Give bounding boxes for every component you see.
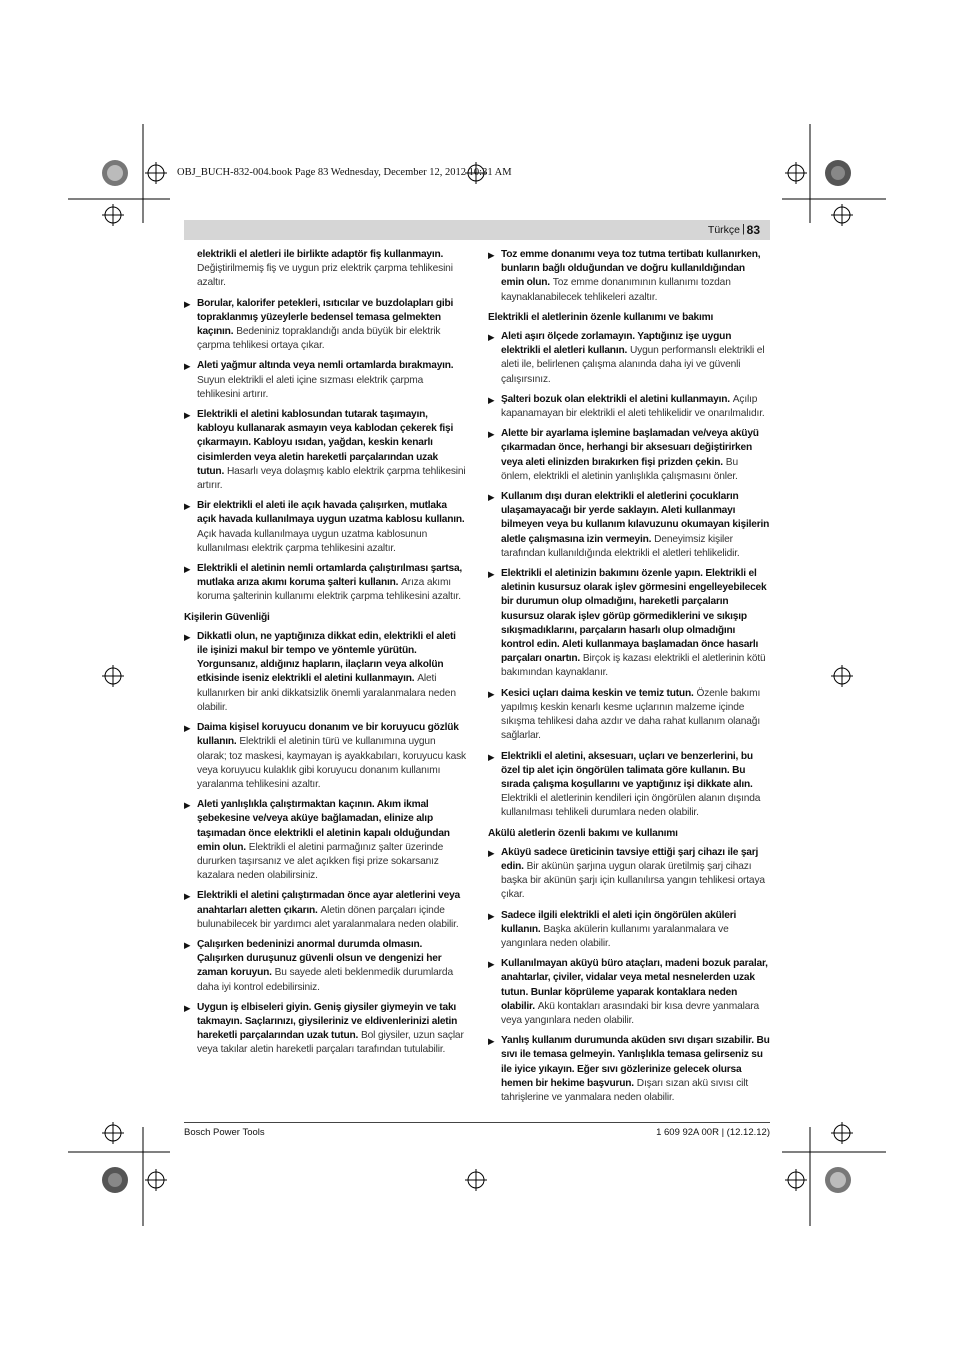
instruction-explanation: Elektrikli el aletini parmağınız şalter üzerinde dururken taşırsanız ve alet açıkken fişi prize sokarsanız kazalara neden olabilirsiniz. xyxy=(197,841,444,882)
instruction-explanation: Bir akünün şarjına uygun olarak üretilmiş şarj cihazı başka bir akünün şarjı için kullanılırsa yangın tehlikesi ortaya çıkar. xyxy=(501,860,765,901)
instruction-emphasis: elektrikli el aletleri ile birlikte adaptör fiş kullanmayın. xyxy=(197,249,444,260)
instruction-emphasis: Sadece ilgili elektrikli el aleti için öngörülen aküleri kullanın. xyxy=(501,909,737,935)
bullet-arrow-icon: ▶ xyxy=(184,1002,191,1013)
bullet-arrow-icon: ▶ xyxy=(184,410,191,421)
instruction-explanation: Dışarı sızan akü sıvısı cilt tahrişlerine ve yanmalara neden olabilir. xyxy=(501,1077,749,1103)
instruction-explanation: Değiştirilmemiş fiş ve uygun priz elektrik çarpma tehlikesini azaltır. xyxy=(197,263,453,289)
instruction-explanation: Aleti kullanırken bir anki dikkatsizlik önemli yaralanmalara neden olabilir. xyxy=(197,673,456,713)
safety-instruction xyxy=(488,393,770,421)
instruction-emphasis: Dikkatli olun, ne yaptığınıza dikkat edin, elektrikli el aleti ile işinizi makul bir tempo ve yöntemle yürütün. Yorgunsanız, aldığınız hapların, ilaçların veya alkolün etkisinde iseniz elektrikli el aletini kullanmayın. xyxy=(197,630,456,685)
instruction-emphasis: Aleti yanlışlıkla çalıştırmaktan kaçının. Akım ikmal şebekesine ve/veya aküye bağlamadan, elinize alıp taşımadan önce elektrikli el aletinin kapalı olduğundan emin olun. xyxy=(197,799,450,853)
section-heading: Elektrikli el aletlerinin özenle kullanımı ve bakımı xyxy=(488,311,714,323)
footer-rule xyxy=(184,1122,770,1123)
safety-instruction xyxy=(488,750,770,821)
instruction-emphasis: Elektrikli el aletinin nemli ortamlarda çalıştırılması şartsa, mutlaka arıza akımı koruma şalteri kullanın. xyxy=(197,563,463,589)
bullet-arrow-icon: ▶ xyxy=(184,298,191,309)
instruction-emphasis: Aleti yağmur altında veya nemli ortamlarda bırakmayın. xyxy=(197,360,454,372)
print-slug-header: OBJ_BUCH-832-004.book Page 83 Wednesday, December 12, 2012 10:31 AM xyxy=(177,167,512,178)
bullet-arrow-icon: ▶ xyxy=(488,751,495,762)
bullet-arrow-icon: ▶ xyxy=(488,569,495,580)
page-header-bar xyxy=(184,220,770,240)
safety-instruction xyxy=(488,567,770,681)
left-column xyxy=(184,248,466,1064)
instruction-emphasis: Aküyü sadece üreticinin tavsiye ettiği şarj cihazı ile şarj edin. xyxy=(501,846,759,872)
section-heading: Kişilerin Güvenliği xyxy=(184,611,270,623)
instruction-emphasis: Borular, kalorifer petekleri, ısıtıcılar ve buzdolapları gibi topraklanmış yüzeylerle bedensel temasa gelmekten kaçının. xyxy=(197,297,454,338)
safety-instruction xyxy=(488,490,770,561)
footer-doc-number: 1 609 92A 00R | (12.12.12) xyxy=(656,1127,770,1138)
bullet-arrow-icon: ▶ xyxy=(488,1036,495,1047)
safety-instruction xyxy=(488,846,770,903)
bullet-arrow-icon: ▶ xyxy=(488,847,495,858)
instruction-emphasis: Bir elektrikli el aleti ile açık havada çalışırken, mutlaka açık havada kullanılmaya uygun uzatma kablosu kullanın. xyxy=(197,500,465,526)
instruction-explanation: Bu önlem, elektrikli el aletinin yanlışlıkla çalışmasını önler. xyxy=(501,456,738,482)
instruction-explanation: Bu sayede aleti beklenmedik durumlarda daha iyi kontrol edebilirsiniz. xyxy=(197,967,453,993)
safety-instruction xyxy=(184,499,466,556)
instruction-explanation: Birçok iş kazası elektrikli el aletlerinin kötü bakımından kaynaklanır. xyxy=(501,653,766,679)
instruction-explanation: Aletin dönen parçaları içinde bulunabilecek bir yardımcı alet yaralanmalara neden olabilir. xyxy=(197,904,459,930)
bullet-arrow-icon: ▶ xyxy=(488,429,495,440)
bullet-arrow-icon: ▶ xyxy=(488,959,495,970)
bullet-arrow-icon: ▶ xyxy=(184,800,191,811)
bullet-arrow-icon: ▶ xyxy=(488,492,495,503)
safety-instruction xyxy=(488,957,770,1028)
safety-instruction xyxy=(488,1034,770,1105)
bullet-arrow-icon: ▶ xyxy=(184,939,191,950)
instruction-emphasis: Alette bir ayarlama işlemine başlamadan ve/veya aküyü çıkarmadan önce, herhangi bir aksesuarı değiştirirken veya aleti elinizden bırakırken fişi prizden çekin. xyxy=(501,428,759,468)
safety-instruction xyxy=(184,630,466,715)
instruction-emphasis: Şalteri bozuk olan elektrikli el aletini kullanmayın. xyxy=(501,393,730,405)
safety-instruction xyxy=(488,248,770,305)
instruction-explanation: Başka akülerin kullanımı yaralanmalara ve yangınlara neden olabilir. xyxy=(501,923,729,949)
instruction-emphasis: Elektrikli el aletini çalıştırmadan önce ayar aletlerini veya anahtarları aletten çıkarın. xyxy=(197,890,461,916)
instruction-emphasis: Elektrikli el aletinizin bakımını özenle yapın. Elektrikli el aletinin kusursuz olarak işlev görmesini engelleyebilecek bir durumun olup olmadığını, hareketli parçaların kusursuz olarak işlev görüp görmediklerini ve sıkışıp sıkışmadıklarını, parçaların hasarlı olup olmadığını kontrol edin. Aleti kullanmaya başlamadan önce hasarlı parçaları onartın. xyxy=(501,568,767,665)
page-language: Türkçe xyxy=(707,224,740,236)
paragraph-continuation xyxy=(197,248,466,291)
instruction-explanation: Açılıp kapanamayan bir elektrikli el aleti tehlikelidir ve onarılmalıdır. xyxy=(501,393,765,420)
bullet-arrow-icon: ▶ xyxy=(488,394,495,405)
safety-instruction xyxy=(184,297,466,354)
instruction-explanation: Açık havada kullanılmaya uygun uzatma kablosunun kullanılması elektrik çarpma tehlikesini azaltır. xyxy=(197,528,428,554)
safety-instruction xyxy=(488,427,770,484)
instruction-explanation: Suyun elektrikli el aleti içine sızması elektrik çarpma tehlikesini artırır. xyxy=(197,374,424,400)
bullet-arrow-icon: ▶ xyxy=(184,723,191,734)
instruction-emphasis: Daima kişisel koruyucu donanım ve bir koruyucu gözlük kullanın. xyxy=(197,722,459,748)
bullet-arrow-icon: ▶ xyxy=(184,891,191,902)
instruction-explanation: Akü kontakları arasındaki bir kısa devre yanmalara veya yangınlara neden olabilir. xyxy=(501,1000,759,1026)
instruction-explanation: Hasarlı veya dolaşmış kablo elektrik çarpma tehlikesini artırır. xyxy=(197,465,466,492)
instruction-emphasis: Elektrikli el aletini, aksesuarı, uçları ve benzerlerini, bu özel tip alet için öngörülen talimata göre kullanın. Bu sırada çalışma koşullarını ve yaptığınız işi dikkate alın. xyxy=(501,750,753,790)
instruction-explanation: Uygun performanslı elektrikli el aleti ile, belirlenen çalışma alanında daha iyi ve güvenli çalışırsınız. xyxy=(501,345,765,385)
safety-instruction xyxy=(184,1001,466,1058)
instruction-emphasis: Aleti aşırı ölçede zorlamayın. Yaptığınız işe uygun elektrikli el aletleri kullanın. xyxy=(501,331,732,357)
bullet-arrow-icon: ▶ xyxy=(488,332,495,343)
instruction-emphasis: Yanlış kullanım durumunda aküden sıvı dışarı sızabilir. Bu sıvı ile temasa gelmeyin. Yanlışlıkla temasa gelirseniz su ile iyice yıkayın. Eğer sıvı gözlerinize gelecek olursa hemen bir hekime başvurun. xyxy=(501,1035,770,1089)
instruction-explanation: Bedeniniz topraklandığı anda büyük bir elektrik çarpma tehlikesi ortaya çıkar. xyxy=(197,326,441,352)
instruction-explanation: Deneyimsiz kişiler tarafından kullanıldığında elektrikli el aletleri tehlikelidir. xyxy=(501,533,740,559)
bullet-arrow-icon: ▶ xyxy=(184,501,191,512)
right-column xyxy=(488,248,770,1111)
safety-instruction xyxy=(184,408,466,493)
bullet-arrow-icon: ▶ xyxy=(184,361,191,372)
instruction-explanation: Toz emme donanımının kullanımı tozdan kaynaklanabilecek tehlikeleri azaltır. xyxy=(501,277,731,303)
instruction-emphasis: Uygun iş elbiseleri giyin. Geniş giysiler giymeyin ve takı takmayın. Saçlarınızı, giysileriniz ve eldivenlerinizi aletin hareketli parçalarından uzak tutun. xyxy=(197,1001,458,1042)
instruction-emphasis: Kullanım dışı duran elektrikli el aletlerini çocukların ulaşamayacağı bir yerde saklayın. Aleti kullanmayı bilmeyen veya bu kullanım kılavuzunu okumayan kişilerin aletle çalışmasına izin vermeyin. xyxy=(501,491,770,545)
safety-instruction xyxy=(184,359,466,402)
instruction-emphasis: Toz emme donanımı veya toz tutma tertibatı kullanırken, bunların bağlı olduğundan ve doğru kullanıldığından emin olun. xyxy=(501,249,761,289)
page-number: 83 xyxy=(746,223,760,237)
instruction-explanation: Elektrikli el aletlerinin kendileri için öngörülen alanın dışında kullanılması tehlikeli durumlara neden olabilir. xyxy=(501,793,761,819)
instruction-emphasis: Kesici uçları daima keskin ve temiz tutun. xyxy=(501,687,694,699)
section-heading: Akülü aletlerin özenli bakımı ve kullanımı xyxy=(488,827,678,839)
safety-instruction xyxy=(488,909,770,952)
safety-instruction xyxy=(184,562,466,605)
header-separator: | xyxy=(742,223,745,235)
instruction-explanation: Elektrikli el aletinin türü ve kullanımına uygun olarak; toz maskesi, kaymayan iş ayakkabıları, koruyucu kask veya koruyucu kulaklık gibi koruyucu donanım kullanımı yaralanma tehlikesini azaltır. xyxy=(197,736,467,790)
safety-instruction xyxy=(488,687,770,744)
safety-instruction xyxy=(184,798,466,883)
safety-instruction xyxy=(184,721,467,792)
instruction-explanation: Bol giysiler, uzun saçlar veya takılar aletin hareketli parçaları tarafından tutulabilir. xyxy=(197,1030,464,1056)
footer-brand: Bosch Power Tools xyxy=(184,1127,265,1138)
safety-instruction xyxy=(184,889,466,932)
safety-instruction xyxy=(184,938,466,995)
bullet-arrow-icon: ▶ xyxy=(488,688,495,699)
bullet-arrow-icon: ▶ xyxy=(184,631,191,642)
instruction-emphasis: Kullanılmayan aküyü büro ataçları, madeni bozuk paralar, anahtarlar, çiviler, vidalar veya metal nesnelerden uzak tutun. Bunlar köprüleme yaparak kontaklara neden olabilir. xyxy=(501,958,768,1012)
instruction-emphasis: Çalışırken bedeninizi anormal durumda olmasın. Çalışırken duruşunuz güvenli olsun ve dengenizi her zaman koruyun. xyxy=(197,938,442,979)
instruction-explanation: Arıza akımı koruma şalterinin kullanımı elektrik çarpma tehlikesini azaltır. xyxy=(197,577,461,603)
safety-instruction xyxy=(488,330,770,387)
bullet-arrow-icon: ▶ xyxy=(184,564,191,575)
bullet-arrow-icon: ▶ xyxy=(488,910,495,921)
instruction-explanation: Özenle bakımı yapılmış keskin kenarlı kesme uçlarının malzeme içinde sıkışma tehlikesi daha azdır ve daha rahat kullanım olanağı sağlarlar. xyxy=(501,687,761,742)
instruction-emphasis: Elektrikli el aletini kablosundan tutarak taşımayın, kabloyu kullanarak asmayın veya kablodan çekerek fişi çıkarmayın. Kabloyu ısıdan, yağdan, keskin kenarlı cisimlerden veya aletin hareketli parçalarından uzak tutun. xyxy=(197,409,454,477)
bullet-arrow-icon: ▶ xyxy=(488,250,495,260)
